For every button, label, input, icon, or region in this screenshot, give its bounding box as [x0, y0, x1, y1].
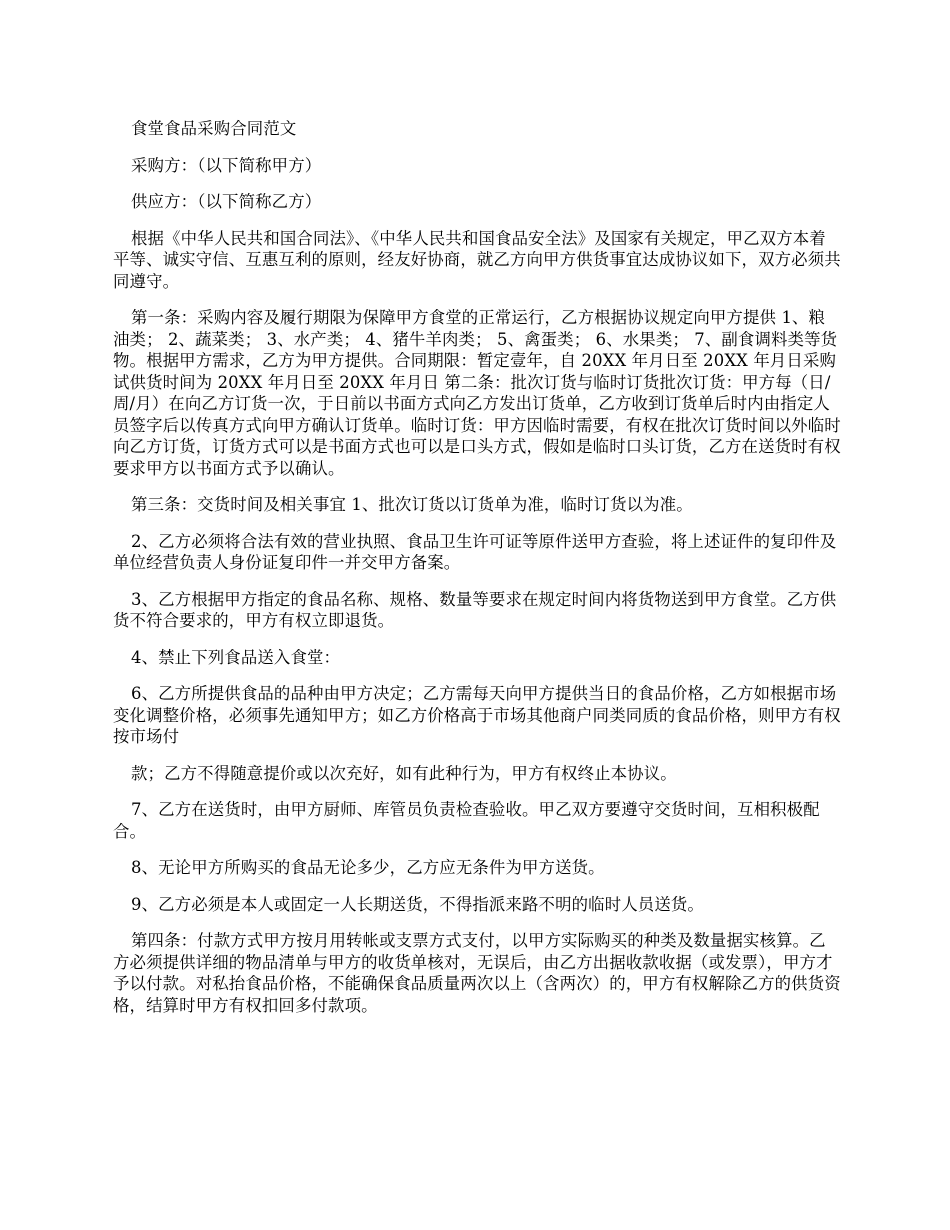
- paragraph-item-3: 3、乙方根据甲方指定的食品名称、规格、数量等要求在规定时间内将货物送到甲方食堂。乙方供货不符合要求的，甲方有权立即退货。: [113, 589, 837, 630]
- paragraph-article-1-2: 第一条：采购内容及履行期限为保障甲方食堂的正常运行，乙方根据协议规定向甲方提供 1、粮油类； 2、蔬菜类； 3、水产类； 4、猪牛羊肉类； 5、禽蛋类； 6、水果类； 7、副食调料类等货物。根据甲方需求，乙方为甲方提供。合同期限：暂定壹年，自 20XX 年月日至 20XX 年月日采购试供货时间为 20XX 年月日至 20XX 年月日 第二条：批次订货与临时订货批次订货：甲方每（日/周/月）在向乙方订货一次，于日前以书面方式向乙方发出订货单，乙方收到订货单后时内由指定人员签字后以传真方式向甲方确认订货单。临时订货：甲方因临时需要，有权在批次订货时间以外临时向乙方订货，订货方式可以是书面方式也可以是口头方式，假如是临时口头订货，乙方在送货时有权要求甲方以书面方式予以确认。: [113, 308, 841, 478]
- paragraph-preamble: 根据《中华人民共和国合同法》、《中华人民共和国食品安全法》及国家有关规定，甲乙双方本着平等、诚实守信、互惠互利的原则，经友好协商，就乙方向甲方供货事宜达成协议如下，双方必须共同遵守。: [113, 228, 841, 291]
- paragraph-item-7: 7、乙方在送货时，由甲方厨师、库管员负责检查验收。甲乙双方要遵守交货时间，互相积极配合。: [113, 800, 820, 841]
- supplier-line: 供应方：（以下简称乙方）: [131, 192, 322, 211]
- paragraph-item-8: 8、无论甲方所购买的食品无论多少，乙方应无条件为甲方送货。: [131, 858, 605, 877]
- buyer-line: 采购方：（以下简称甲方）: [131, 155, 322, 175]
- paragraph-item-9: 9、乙方必须是本人或固定一人长期送货，不得指派来路不明的临时人员送货。: [131, 894, 704, 914]
- document-title: 食堂食品采购合同范文: [131, 119, 297, 138]
- paragraph-item-6-continued: 款；乙方不得随意提价或以次充好，如有此种行为，甲方有权终止本协议。: [131, 763, 677, 783]
- paragraph-article-4: 第四条：付款方式甲方按月用转帐或支票方式支付，以甲方实际购买的种类及数量据实核算。乙方必须提供详细的物品清单与甲方的收货单核对，无误后，由乙方出据收款收据（或发票），甲方才予以付款。对私抬食品价格，不能确保食品质量两次以上（含两次）的，甲方有权解除乙方的供货资格，结算时甲方有权扣回多付款项。: [113, 931, 841, 1015]
- paragraph-item-6: 6、乙方所提供食品的品种由甲方决定；乙方需每天向甲方提供当日的食品价格，乙方如根据市场变化调整价格，必须事先通知甲方；如乙方价格高于市场其他商户同类同质的食品价格，则甲方有权按市场付: [113, 684, 841, 746]
- paragraph-item-4: 4、禁止下列食品送入食堂：: [131, 647, 341, 667]
- paragraph-item-2: 2、乙方必须将合法有效的营业执照、食品卫生许可证等原件送甲方查验，将上述证件的复印件及单位经营负责人身份证复印件一并交甲方备案。: [113, 531, 837, 572]
- document-page: [113, 118, 841, 1031]
- paragraph-article-3: 第三条：交货时间及相关事宜 1、批次订货以订货单为准，临时订货以为准。: [131, 495, 693, 514]
